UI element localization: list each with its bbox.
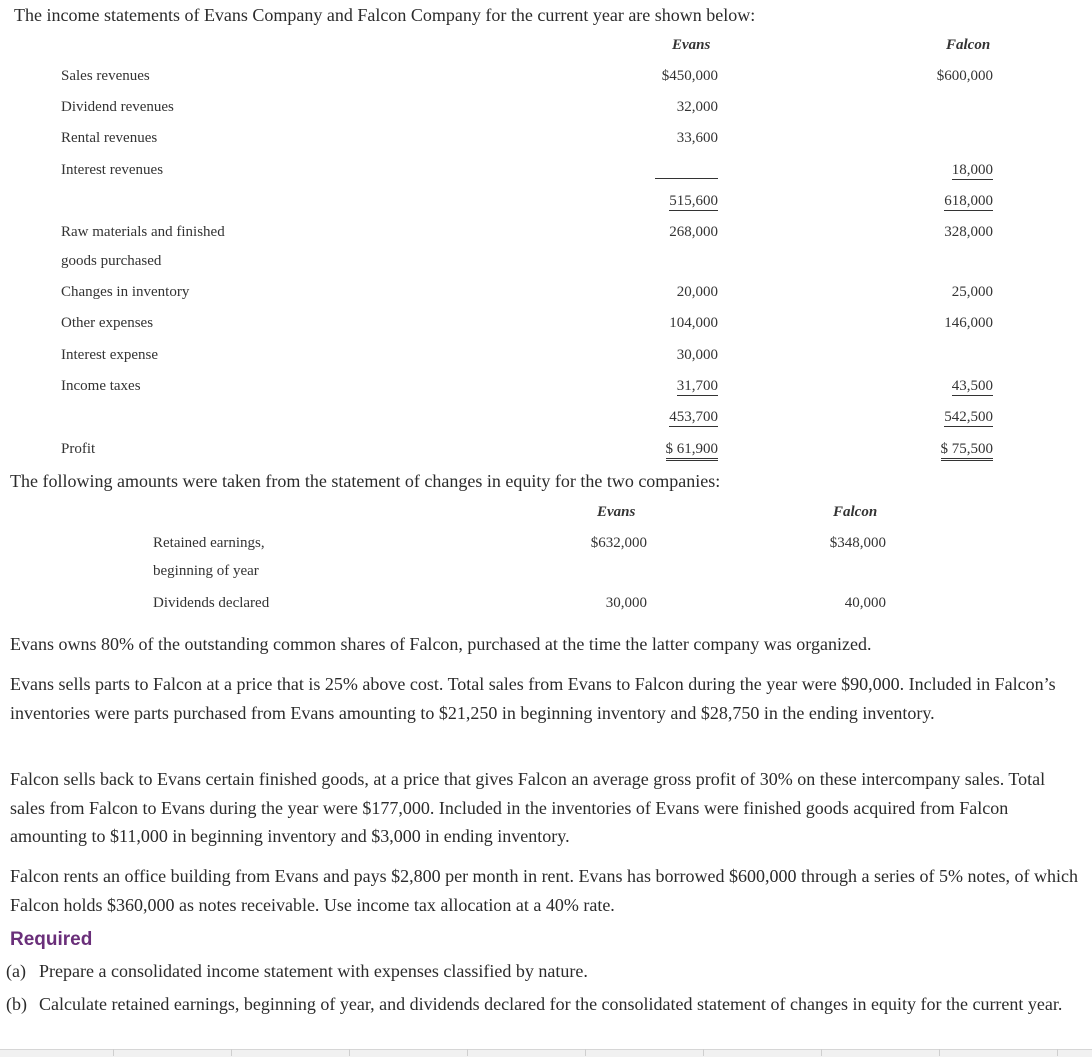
equity-header-evans: Evans [597, 504, 636, 520]
falcon-sales-revenues: $600,000 [936, 68, 993, 84]
paragraph-ownership: Evans owns 80% of the outstanding common shares of Falcon, purchased at the time the latter company was organized. [10, 634, 872, 654]
evans-income-taxes [618, 377, 718, 395]
row-label-retained-earnings: Retained earnings, [153, 535, 265, 551]
row-label-changes-in-inventory: Changes in inventory [61, 284, 190, 300]
required-item-b-tag: (b) [6, 994, 27, 1014]
row-label-interest-expense: Interest expense [61, 347, 159, 363]
bottom-table-divider [939, 1049, 940, 1056]
evans-total-expenses [618, 408, 718, 426]
row-label-sales-revenues: Sales revenues [61, 68, 150, 84]
falcon-total-expenses [893, 408, 993, 426]
equity-header-falcon: Falcon [833, 504, 878, 520]
row-label-raw-materials-line2: goods purchased [61, 253, 162, 269]
falcon-interest-revenues [893, 161, 993, 179]
evans-dividends-declared: 30,000 [605, 595, 647, 611]
required-item-a-text: Prepare a consolidated income statement with expenses classified by nature. [39, 961, 588, 981]
bottom-table-divider [467, 1049, 468, 1056]
required-heading: Required [10, 929, 93, 950]
bottom-table-divider [231, 1049, 232, 1056]
falcon-raw-materials: 328,000 [944, 224, 993, 240]
evans-interest-expense: 30,000 [676, 347, 718, 363]
falcon-interest-revenues-value: 18,000 [951, 162, 993, 178]
bottom-table-divider [349, 1049, 350, 1056]
falcon-profit [893, 440, 993, 458]
falcon-changes-in-inventory: 25,000 [951, 284, 993, 300]
falcon-total-revenues [893, 192, 993, 210]
bottom-table-divider [821, 1049, 822, 1056]
row-label-interest-revenues: Interest revenues [61, 162, 164, 178]
evans-sales-revenues: $450,000 [661, 68, 718, 84]
row-label-profit: Profit [61, 441, 96, 457]
bottom-table-divider [113, 1049, 114, 1056]
column-header-evans: Evans [672, 37, 711, 53]
evans-raw-materials: 268,000 [669, 224, 718, 240]
evans-interest-revenues-blank-underline [655, 178, 718, 179]
falcon-dividends-declared: 40,000 [844, 595, 886, 611]
falcon-total-revenues-value: 618,000 [944, 193, 993, 209]
column-header-falcon: Falcon [946, 37, 991, 53]
evans-profit-value: $ 61,900 [666, 441, 719, 461]
equity-intro-text: The following amounts were taken from the statement of changes in equity for the two companies: [10, 471, 721, 491]
falcon-profit-value: $ 75,500 [941, 441, 994, 461]
required-item-a [6, 957, 1082, 986]
row-label-income-taxes: Income taxes [61, 378, 141, 394]
row-label-raw-materials: Raw materials and finished [61, 224, 225, 240]
evans-rental-revenues: 33,600 [676, 130, 718, 146]
paragraph-evans-sales: Evans sells parts to Falcon at a price that is 25% above cost. Total sales from Evans to Falcon during the year were $90,000. Included in Falcon’s inventories were parts purchased from Evans amounting to $21,250 in beginning inventory and $28,750 in the ending inventory. [10, 674, 1056, 723]
evans-other-expenses: 104,000 [669, 315, 718, 331]
falcon-retained-earnings: $348,000 [829, 535, 886, 551]
evans-total-revenues [618, 192, 718, 210]
row-label-dividends-declared: Dividends declared [153, 595, 270, 611]
falcon-income-taxes [893, 377, 993, 395]
falcon-other-expenses: 146,000 [944, 315, 993, 331]
falcon-income-taxes-value: 43,500 [951, 378, 993, 394]
evans-changes-in-inventory: 20,000 [676, 284, 718, 300]
required-item-b [6, 990, 1082, 1019]
paragraph-rent-notes: Falcon rents an office building from Evans and pays $2,800 per month in rent. Evans has borrowed $600,000 through a series of 5% notes, of which Falcon holds $360,000 as notes receivable. Use income tax allocation at a 40% rate. [10, 866, 1078, 915]
bottom-table-divider [585, 1049, 586, 1056]
row-label-rental-revenues: Rental revenues [61, 130, 158, 146]
evans-total-expenses-value: 453,700 [669, 409, 718, 425]
evans-dividend-revenues: 32,000 [676, 99, 718, 115]
falcon-total-expenses-value: 542,500 [944, 409, 993, 425]
evans-income-taxes-value: 31,700 [676, 378, 718, 394]
evans-total-revenues-value: 515,600 [669, 193, 718, 209]
row-label-other-expenses: Other expenses [61, 315, 154, 331]
evans-retained-earnings: $632,000 [590, 535, 647, 551]
row-label-dividend-revenues: Dividend revenues [61, 99, 174, 115]
row-label-retained-earnings-line2: beginning of year [153, 563, 259, 579]
evans-profit [618, 440, 718, 458]
required-item-b-text: Calculate retained earnings, beginning of year, and dividends declared for the consolidated statement of changes in equity for the current year. [39, 994, 1063, 1014]
intro-text: The income statements of Evans Company and Falcon Company for the current year are shown below: [14, 5, 756, 25]
bottom-table-divider [1057, 1049, 1058, 1056]
bottom-table-divider [703, 1049, 704, 1056]
required-item-a-tag: (a) [6, 961, 26, 981]
paragraph-falcon-sales: Falcon sells back to Evans certain finished goods, at a price that gives Falcon an average gross profit of 30% on these intercompany sales. Total sales from Falcon to Evans during the year were $177,000. Included in the inventories of Evans were finished goods acquired from Falcon amounting to $11,000 in beginning inventory and $3,000 in ending inventory. [10, 769, 1046, 846]
